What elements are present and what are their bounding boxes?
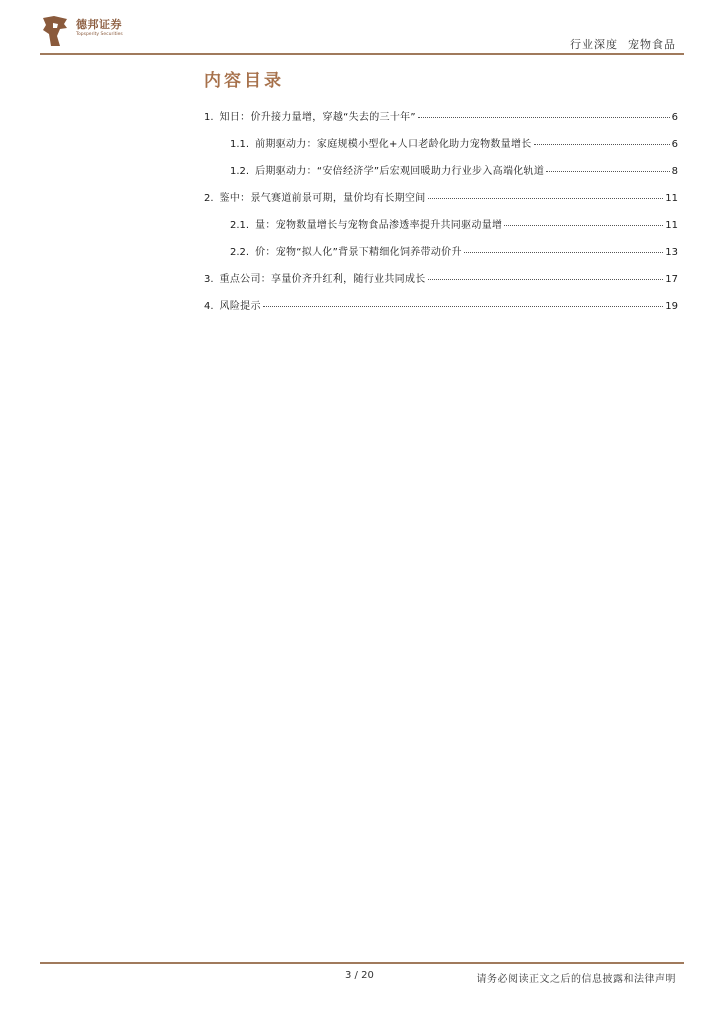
toc-entry-page: 13 <box>665 247 678 258</box>
toc-entry-page: 6 <box>671 139 678 150</box>
toc-entry-title: 后期驱动力：“安倍经济学”后宏观回暖助力行业步入高端化轨道 <box>255 166 545 177</box>
toc-dot-leader <box>464 252 664 253</box>
page-number: 3 / 20 <box>345 970 374 981</box>
toc-entry-number: 2.2. <box>230 247 250 258</box>
toc-entry-page: 11 <box>665 193 678 204</box>
toc-dot-leader <box>428 198 664 199</box>
toc-dot-leader <box>546 171 669 172</box>
legal-disclaimer: 请务必阅读正文之后的信息披露和法律声明 <box>476 974 676 985</box>
report-category: 行业深度 <box>570 38 618 51</box>
toc-entry-title: 鉴中：景气赛道前景可期，量价均有长期空间 <box>219 193 426 204</box>
report-topic: 宠物食品 <box>628 38 676 51</box>
toc-dot-leader <box>263 306 664 307</box>
toc-entry-page: 8 <box>671 166 678 177</box>
toc-entry-1[interactable] <box>204 108 678 135</box>
toc-entry-number: 1.2. <box>230 166 250 177</box>
toc-entry-1-2[interactable] <box>204 162 678 189</box>
toc-entry-number: 1.1. <box>230 139 250 150</box>
toc-entry-2[interactable] <box>204 189 678 216</box>
table-of-contents <box>204 108 678 324</box>
toc-entry-title: 知日：价升接力量增，穿越“失去的三十年” <box>219 112 416 123</box>
toc-entry-number: 2. <box>204 193 214 204</box>
toc-entry-title: 价：宠物“拟人化”背景下精细化饲养带动价升 <box>255 247 462 258</box>
toc-entry-2-1[interactable] <box>204 216 678 243</box>
report-category-header <box>570 36 676 52</box>
toc-entry-page: 17 <box>665 274 678 285</box>
toc-entry-number: 3. <box>204 274 214 285</box>
bull-logo-icon <box>40 14 70 48</box>
footer-divider <box>40 962 684 964</box>
toc-dot-leader <box>418 117 670 118</box>
toc-entry-3[interactable] <box>204 270 678 297</box>
toc-entry-1-1[interactable] <box>204 135 678 162</box>
toc-entry-number: 4. <box>204 301 214 312</box>
logo-name-cn: 德邦证券 <box>76 18 122 31</box>
toc-entry-4[interactable] <box>204 297 678 324</box>
toc-entry-number: 2.1. <box>230 220 250 231</box>
toc-entry-number: 1. <box>204 112 214 123</box>
toc-entry-page: 19 <box>665 301 678 312</box>
toc-dot-leader <box>534 144 670 145</box>
toc-dot-leader <box>504 225 663 226</box>
toc-entry-title: 风险提示 <box>219 301 261 312</box>
toc-entry-page: 6 <box>671 112 678 123</box>
toc-entry-2-2[interactable] <box>204 243 678 270</box>
header-divider <box>40 53 684 55</box>
toc-entry-title: 重点公司：享量价齐升红利，随行业共同成长 <box>219 274 426 285</box>
toc-entry-title: 量：宠物数量增长与宠物食品渗透率提升共同驱动量增 <box>255 220 503 231</box>
toc-entry-page: 11 <box>665 220 678 231</box>
company-logo <box>40 14 123 48</box>
toc-title: 内容目录 <box>204 71 284 91</box>
logo-name-en: Topsperity Securities <box>76 32 123 37</box>
toc-entry-title: 前期驱动力：家庭规模小型化+人口老龄化助力宠物数量增长 <box>255 139 532 150</box>
toc-dot-leader <box>428 279 664 280</box>
